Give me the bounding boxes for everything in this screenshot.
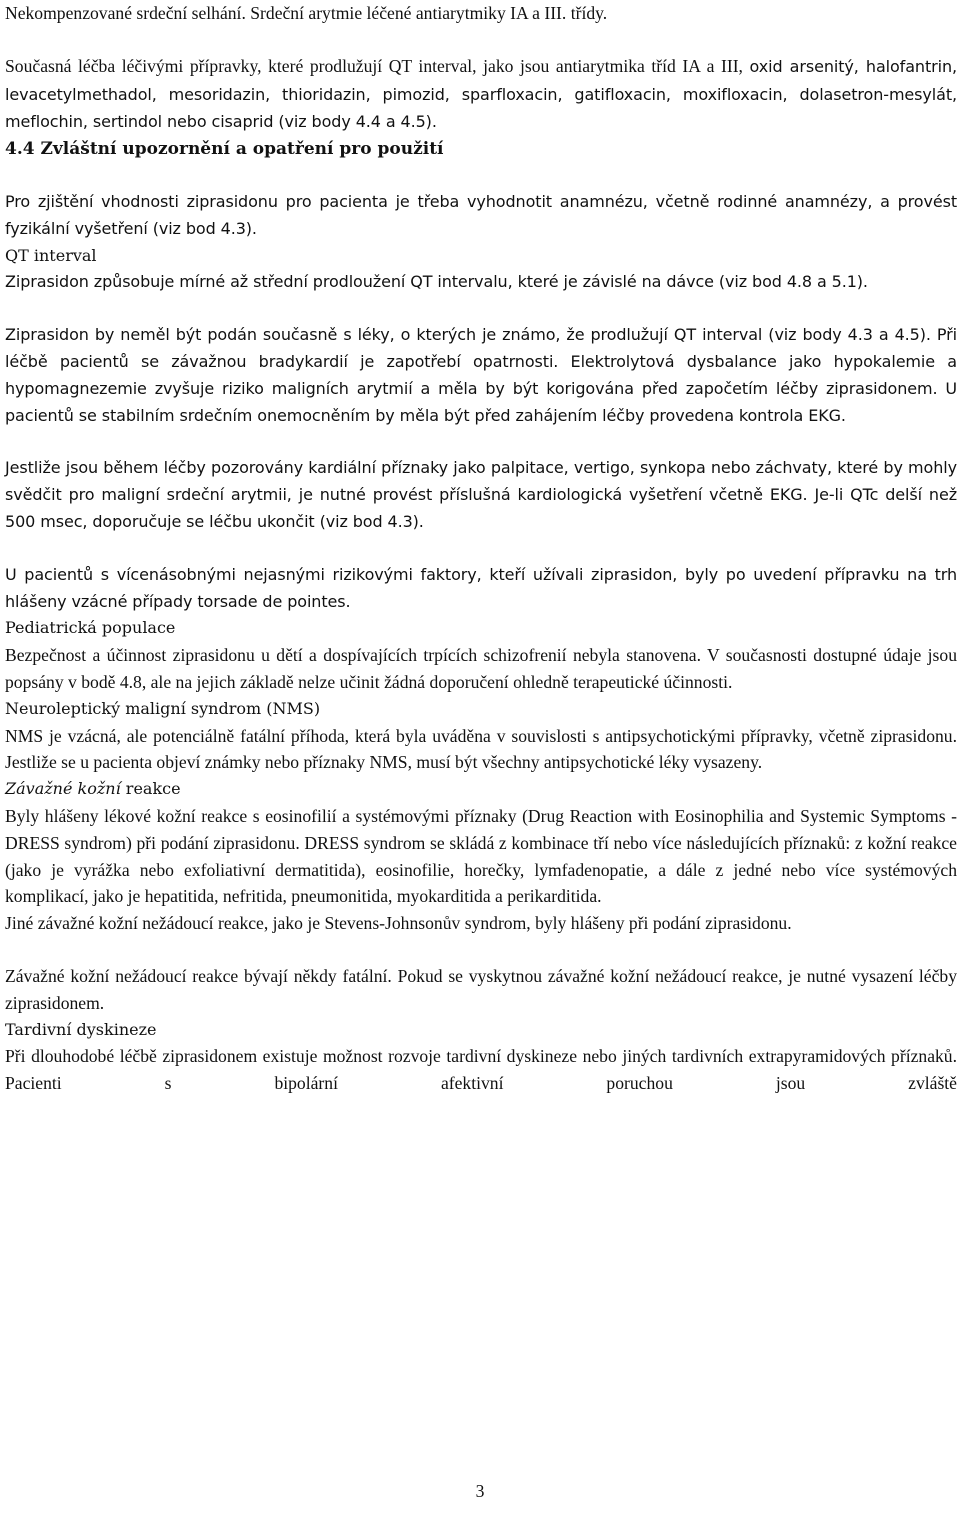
skin-paragraph-3: Závažné kožní nežádoucí reakce bývají někdy fatální. Pokud se vyskytnou závažné kožní nežádoucí reakce, je nutné vysazení léčby ziprasidonem. — [5, 965, 957, 1013]
skin-title-italic: Závažné kožní — [5, 779, 121, 799]
skin-reactions-title — [5, 776, 957, 803]
qt-paragraph-4: U pacientů s vícenásobnými nejasnými rizikovými faktory, kteří užívali ziprasidon, byly po uvedení přípravku na trh hlášeny vzácné případy torsade de pointes. — [5, 564, 957, 611]
section-heading: 4.4 Zvláštní upozornění a opatření pro použití — [5, 139, 444, 160]
qt-paragraph-3: Jestliže jsou během léčby pozorovány kardiální příznaky jako palpitace, vertigo, synkopa nebo záchvaty, které by mohly svědčit pro maligní srdeční arytmii, je nutné provést příslušná kardiologická vyšetření včetně EKG. Je-li QTc delší než 500 msec, doporučuje se léčbu ukončit (viz bod 4.3). — [5, 458, 957, 531]
qt-paragraph-1: Ziprasidon způsobuje mírné až střední prodloužení QT intervalu, které je závislé na dávce (viz bod 4.8 a 5.1). — [5, 272, 868, 292]
intro-line: Nekompenzované srdeční selhání. Srdeční arytmie léčené antiarytmiky IA a III. třídy. — [5, 3, 608, 23]
qt-interval-title: QT interval — [5, 245, 97, 265]
intro-paragraph: Pro zjištění vhodnosti ziprasidonu pro pacienta je třeba vyhodnotit anamnézu, včetně rodinné anamnézy, a provést fyzikální vyšetření (viz bod 4.3). — [5, 191, 957, 238]
concurrent-part-2: oxid arsenitý, halofantrin, levacetylmethadol, mesoridazin, thioridazin, pimozid, sparfloxacin, gatifloxacin, moxifloxacin, dolasetron-mesylát, meflochin, sertindol nebo cisaprid (viz body 4.4 a 4.5). — [5, 56, 957, 132]
skin-paragraph-1: Byly hlášeny lékové kožní reakce s eosinofilií a systémovými příznaky (Drug Reaction with Eosinophilia and Systemic Symptoms - DRESS syndrom) při podání ziprasidonu. DRESS syndrom se skládá z kombinace tří nebo více následujících příznaků: z kožní reakce (jako je vyrážka nebo exfoliativní dermatitida), eosinofilie, horečky, lymfadenopatie, a dále z jedné nebo více systémových komplikací, jako je hepatitida, nefritida, pneumonitida, myokarditida a perikarditida. — [5, 805, 957, 907]
skin-paragraph-2: Jiné závažné kožní nežádoucí reakce, jako je Stevens-Johnsonův syndrom, byly hlášeny při podání ziprasidonu. — [5, 913, 792, 934]
nms-paragraph: NMS je vzácná, ale potenciálně fatální příhoda, která byla uváděna v souvislosti s antipsychotickými přípravky, včetně ziprasidonu. Jestliže se u pacienta objeví známky nebo příznaky NMS, musí být všechny antipsychotické léky vysazeny. — [5, 725, 957, 773]
skin-title-rest: reakce — [120, 779, 181, 799]
concurrent-part-1: Současná léčba léčivými přípravky, které prodlužují QT interval, jako jsou antiarytmika tříd IA a III, — [5, 55, 750, 76]
qt-paragraph-2: Ziprasidon by neměl být podán současně s léky, o kterých je známo, že prodlužují QT interval (viz body 4.3 a 4.5). Při léčbě pacientů se závažnou bradykardií je zapotřebí opatrnosti. Elektrolytová dysbalance jako hypokalemie a hypomagnezemie zvyšuje riziko maligních arytmií a měla by být korigována před započetím léčby ziprasidonem. U pacientů se stabilním srdečním onemocněním by měla být před zahájením léčby provedena kontrola EKG. — [5, 325, 957, 425]
tardive-title: Tardivní dyskineze — [5, 1019, 157, 1039]
pediatric-paragraph: Bezpečnost a účinnost ziprasidonu u dětí a dospívajících trpících schizofrenií nebyla stanovena. V současnosti dostupné údaje jsou popsány v bodě 4.8, ale na jejich základě nelze učinit žádná doporučení ohledně terapeutické účinnosti. — [5, 645, 957, 692]
document-page — [5, 0, 957, 1097]
pediatric-title: Pediatrická populace — [5, 618, 176, 638]
nms-title: Neuroleptický maligní syndrom (NMS) — [5, 698, 321, 718]
concurrent-treatment-paragraph — [5, 53, 957, 136]
tardive-paragraph: Při dlouhodobé léčbě ziprasidonem existuje možnost rozvoje tardivní dyskineze nebo jiných tardivních extrapyramidových příznaků. Pacienti s bipolární afektivní poruchou jsou zvláště — [5, 1046, 957, 1094]
page-number: 3 — [475, 1481, 485, 1501]
